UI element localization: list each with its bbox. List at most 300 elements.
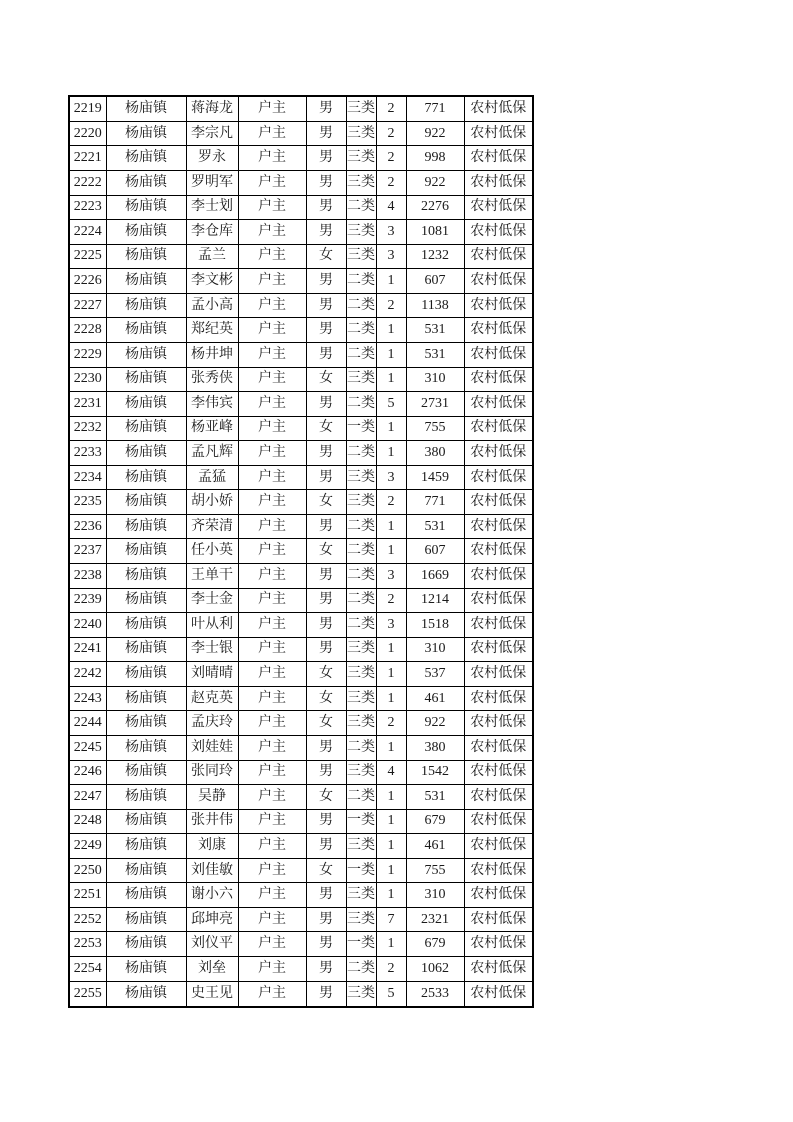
cell-town: 杨庙镇 (106, 907, 186, 932)
cell-gender: 男 (306, 269, 346, 294)
cell-town: 杨庙镇 (106, 564, 186, 589)
cell-town: 杨庙镇 (106, 809, 186, 834)
cell-row-id: 2240 (69, 613, 106, 638)
cell-name: 王单干 (186, 564, 238, 589)
cell-household-size: 3 (376, 613, 406, 638)
cell-category: 二类 (346, 514, 376, 539)
cell-household-size: 3 (376, 465, 406, 490)
cell-town: 杨庙镇 (106, 637, 186, 662)
cell-row-id: 2239 (69, 588, 106, 613)
table-row (69, 588, 533, 613)
table-row (69, 441, 533, 466)
table-row (69, 957, 533, 982)
table-row (69, 883, 533, 908)
cell-subsidy-type: 农村低保 (464, 686, 533, 711)
cell-household-size: 4 (376, 760, 406, 785)
cell-row-id: 2238 (69, 564, 106, 589)
cell-town: 杨庙镇 (106, 121, 186, 146)
cell-amount: 310 (406, 637, 464, 662)
cell-name: 蒋海龙 (186, 96, 238, 121)
cell-subsidy-type: 农村低保 (464, 367, 533, 392)
cell-category: 三类 (346, 244, 376, 269)
cell-subsidy-type: 农村低保 (464, 342, 533, 367)
cell-subsidy-type: 农村低保 (464, 146, 533, 171)
cell-subsidy-type: 农村低保 (464, 490, 533, 515)
cell-town: 杨庙镇 (106, 293, 186, 318)
table-row (69, 686, 533, 711)
cell-town: 杨庙镇 (106, 932, 186, 957)
cell-row-id: 2233 (69, 441, 106, 466)
cell-gender: 女 (306, 367, 346, 392)
cell-name: 李士金 (186, 588, 238, 613)
cell-amount: 1542 (406, 760, 464, 785)
cell-row-id: 2244 (69, 711, 106, 736)
cell-town: 杨庙镇 (106, 269, 186, 294)
cell-amount: 755 (406, 416, 464, 441)
cell-row-id: 2219 (69, 96, 106, 121)
cell-row-id: 2243 (69, 686, 106, 711)
cell-subsidy-type: 农村低保 (464, 293, 533, 318)
cell-relation: 户主 (238, 96, 306, 121)
cell-gender: 男 (306, 834, 346, 859)
cell-amount: 1138 (406, 293, 464, 318)
cell-name: 罗永 (186, 146, 238, 171)
cell-subsidy-type: 农村低保 (464, 711, 533, 736)
cell-row-id: 2224 (69, 220, 106, 245)
cell-name: 叶从利 (186, 613, 238, 638)
cell-town: 杨庙镇 (106, 441, 186, 466)
table-row (69, 613, 533, 638)
cell-subsidy-type: 农村低保 (464, 588, 533, 613)
cell-amount: 531 (406, 342, 464, 367)
cell-name: 谢小六 (186, 883, 238, 908)
table-row (69, 146, 533, 171)
cell-town: 杨庙镇 (106, 686, 186, 711)
cell-amount: 461 (406, 686, 464, 711)
cell-household-size: 1 (376, 834, 406, 859)
cell-subsidy-type: 农村低保 (464, 613, 533, 638)
cell-town: 杨庙镇 (106, 220, 186, 245)
cell-subsidy-type: 农村低保 (464, 416, 533, 441)
cell-gender: 男 (306, 735, 346, 760)
cell-relation: 户主 (238, 981, 306, 1007)
cell-town: 杨庙镇 (106, 514, 186, 539)
cell-gender: 男 (306, 195, 346, 220)
cell-amount: 1518 (406, 613, 464, 638)
cell-subsidy-type: 农村低保 (464, 637, 533, 662)
table-row (69, 96, 533, 121)
cell-relation: 户主 (238, 293, 306, 318)
cell-gender: 男 (306, 171, 346, 196)
cell-relation: 户主 (238, 318, 306, 343)
cell-household-size: 1 (376, 735, 406, 760)
cell-household-size: 1 (376, 883, 406, 908)
cell-town: 杨庙镇 (106, 539, 186, 564)
cell-name: 吴静 (186, 785, 238, 810)
table-row (69, 735, 533, 760)
cell-subsidy-type: 农村低保 (464, 441, 533, 466)
cell-household-size: 1 (376, 367, 406, 392)
cell-town: 杨庙镇 (106, 858, 186, 883)
cell-category: 一类 (346, 932, 376, 957)
cell-category: 二类 (346, 318, 376, 343)
cell-relation: 户主 (238, 662, 306, 687)
cell-household-size: 2 (376, 121, 406, 146)
cell-household-size: 1 (376, 858, 406, 883)
cell-category: 二类 (346, 195, 376, 220)
cell-gender: 男 (306, 293, 346, 318)
cell-town: 杨庙镇 (106, 834, 186, 859)
cell-household-size: 1 (376, 686, 406, 711)
cell-row-id: 2255 (69, 981, 106, 1007)
cell-row-id: 2250 (69, 858, 106, 883)
cell-row-id: 2252 (69, 907, 106, 932)
cell-row-id: 2234 (69, 465, 106, 490)
table-row (69, 760, 533, 785)
cell-name: 刘晴晴 (186, 662, 238, 687)
cell-category: 三类 (346, 834, 376, 859)
table-row (69, 244, 533, 269)
cell-relation: 户主 (238, 809, 306, 834)
cell-name: 孟庆玲 (186, 711, 238, 736)
cell-relation: 户主 (238, 490, 306, 515)
cell-amount: 771 (406, 490, 464, 515)
cell-category: 一类 (346, 858, 376, 883)
cell-amount: 922 (406, 711, 464, 736)
cell-name: 邱坤亮 (186, 907, 238, 932)
cell-relation: 户主 (238, 441, 306, 466)
cell-gender: 男 (306, 514, 346, 539)
cell-household-size: 1 (376, 269, 406, 294)
table-row (69, 834, 533, 859)
cell-gender: 女 (306, 416, 346, 441)
cell-household-size: 1 (376, 416, 406, 441)
table-row (69, 465, 533, 490)
cell-subsidy-type: 农村低保 (464, 195, 533, 220)
cell-relation: 户主 (238, 735, 306, 760)
cell-relation: 户主 (238, 785, 306, 810)
cell-household-size: 1 (376, 932, 406, 957)
cell-gender: 男 (306, 220, 346, 245)
cell-relation: 户主 (238, 957, 306, 982)
cell-household-size: 3 (376, 564, 406, 589)
cell-household-size: 2 (376, 146, 406, 171)
cell-amount: 461 (406, 834, 464, 859)
cell-gender: 男 (306, 637, 346, 662)
table-row (69, 195, 533, 220)
cell-row-id: 2225 (69, 244, 106, 269)
cell-gender: 女 (306, 686, 346, 711)
cell-gender: 男 (306, 392, 346, 417)
table-row (69, 809, 533, 834)
cell-name: 李伟宾 (186, 392, 238, 417)
cell-subsidy-type: 农村低保 (464, 834, 533, 859)
cell-category: 二类 (346, 392, 376, 417)
cell-name: 李士划 (186, 195, 238, 220)
cell-name: 张井伟 (186, 809, 238, 834)
cell-category: 二类 (346, 539, 376, 564)
cell-row-id: 2228 (69, 318, 106, 343)
cell-name: 李文彬 (186, 269, 238, 294)
cell-category: 三类 (346, 662, 376, 687)
table-row (69, 785, 533, 810)
cell-category: 三类 (346, 686, 376, 711)
cell-gender: 男 (306, 342, 346, 367)
cell-relation: 户主 (238, 686, 306, 711)
cell-amount: 1062 (406, 957, 464, 982)
cell-gender: 男 (306, 564, 346, 589)
cell-amount: 531 (406, 785, 464, 810)
table-row (69, 907, 533, 932)
cell-row-id: 2246 (69, 760, 106, 785)
cell-name: 张同玲 (186, 760, 238, 785)
cell-town: 杨庙镇 (106, 957, 186, 982)
cell-category: 三类 (346, 146, 376, 171)
cell-row-id: 2230 (69, 367, 106, 392)
cell-name: 孟猛 (186, 465, 238, 490)
cell-category: 一类 (346, 809, 376, 834)
cell-row-id: 2221 (69, 146, 106, 171)
cell-gender: 女 (306, 490, 346, 515)
cell-category: 二类 (346, 588, 376, 613)
cell-amount: 1459 (406, 465, 464, 490)
cell-category: 二类 (346, 269, 376, 294)
cell-row-id: 2245 (69, 735, 106, 760)
cell-relation: 户主 (238, 760, 306, 785)
cell-row-id: 2227 (69, 293, 106, 318)
cell-household-size: 2 (376, 171, 406, 196)
cell-amount: 607 (406, 269, 464, 294)
cell-gender: 男 (306, 318, 346, 343)
cell-category: 二类 (346, 785, 376, 810)
cell-category: 三类 (346, 907, 376, 932)
table-row (69, 662, 533, 687)
cell-amount: 2276 (406, 195, 464, 220)
cell-town: 杨庙镇 (106, 760, 186, 785)
cell-subsidy-type: 农村低保 (464, 662, 533, 687)
cell-relation: 户主 (238, 465, 306, 490)
cell-amount: 380 (406, 735, 464, 760)
cell-row-id: 2222 (69, 171, 106, 196)
cell-row-id: 2253 (69, 932, 106, 957)
cell-household-size: 1 (376, 662, 406, 687)
cell-subsidy-type: 农村低保 (464, 244, 533, 269)
table-row (69, 171, 533, 196)
cell-relation: 户主 (238, 613, 306, 638)
cell-town: 杨庙镇 (106, 392, 186, 417)
cell-gender: 女 (306, 785, 346, 810)
cell-row-id: 2236 (69, 514, 106, 539)
cell-amount: 310 (406, 367, 464, 392)
cell-town: 杨庙镇 (106, 588, 186, 613)
cell-amount: 2731 (406, 392, 464, 417)
cell-relation: 户主 (238, 637, 306, 662)
cell-gender: 男 (306, 441, 346, 466)
cell-amount: 998 (406, 146, 464, 171)
cell-subsidy-type: 农村低保 (464, 392, 533, 417)
cell-household-size: 1 (376, 809, 406, 834)
cell-subsidy-type: 农村低保 (464, 785, 533, 810)
cell-name: 杨井坤 (186, 342, 238, 367)
cell-household-size: 7 (376, 907, 406, 932)
cell-subsidy-type: 农村低保 (464, 465, 533, 490)
cell-household-size: 1 (376, 539, 406, 564)
cell-gender: 女 (306, 244, 346, 269)
cell-relation: 户主 (238, 907, 306, 932)
cell-name: 刘仪平 (186, 932, 238, 957)
cell-relation: 户主 (238, 858, 306, 883)
cell-row-id: 2232 (69, 416, 106, 441)
cell-gender: 男 (306, 121, 346, 146)
cell-name: 孟兰 (186, 244, 238, 269)
cell-household-size: 2 (376, 490, 406, 515)
cell-town: 杨庙镇 (106, 195, 186, 220)
cell-name: 张秀侠 (186, 367, 238, 392)
cell-category: 二类 (346, 735, 376, 760)
cell-household-size: 5 (376, 392, 406, 417)
cell-subsidy-type: 农村低保 (464, 981, 533, 1007)
cell-category: 三类 (346, 465, 376, 490)
cell-category: 三类 (346, 121, 376, 146)
cell-gender: 女 (306, 539, 346, 564)
cell-town: 杨庙镇 (106, 146, 186, 171)
cell-name: 孟凡辉 (186, 441, 238, 466)
cell-gender: 男 (306, 465, 346, 490)
cell-row-id: 2241 (69, 637, 106, 662)
cell-category: 三类 (346, 220, 376, 245)
cell-gender: 男 (306, 146, 346, 171)
cell-category: 三类 (346, 981, 376, 1007)
cell-gender: 男 (306, 957, 346, 982)
cell-amount: 755 (406, 858, 464, 883)
cell-category: 三类 (346, 711, 376, 736)
cell-row-id: 2242 (69, 662, 106, 687)
cell-row-id: 2249 (69, 834, 106, 859)
cell-amount: 771 (406, 96, 464, 121)
cell-category: 二类 (346, 613, 376, 638)
cell-name: 孟小高 (186, 293, 238, 318)
cell-gender: 男 (306, 96, 346, 121)
cell-name: 赵克英 (186, 686, 238, 711)
cell-subsidy-type: 农村低保 (464, 735, 533, 760)
table-row (69, 121, 533, 146)
cell-category: 三类 (346, 637, 376, 662)
cell-amount: 922 (406, 121, 464, 146)
cell-relation: 户主 (238, 711, 306, 736)
cell-gender: 男 (306, 760, 346, 785)
cell-subsidy-type: 农村低保 (464, 318, 533, 343)
cell-town: 杨庙镇 (106, 613, 186, 638)
cell-category: 三类 (346, 760, 376, 785)
cell-category: 三类 (346, 883, 376, 908)
cell-town: 杨庙镇 (106, 711, 186, 736)
cell-relation: 户主 (238, 269, 306, 294)
cell-household-size: 1 (376, 318, 406, 343)
cell-category: 二类 (346, 293, 376, 318)
cell-gender: 男 (306, 907, 346, 932)
cell-gender: 男 (306, 809, 346, 834)
cell-category: 三类 (346, 367, 376, 392)
cell-town: 杨庙镇 (106, 883, 186, 908)
cell-row-id: 2251 (69, 883, 106, 908)
cell-category: 一类 (346, 416, 376, 441)
cell-category: 三类 (346, 490, 376, 515)
cell-amount: 679 (406, 932, 464, 957)
welfare-table (68, 95, 534, 1008)
cell-subsidy-type: 农村低保 (464, 957, 533, 982)
cell-name: 刘垒 (186, 957, 238, 982)
table-row (69, 490, 533, 515)
cell-town: 杨庙镇 (106, 367, 186, 392)
cell-town: 杨庙镇 (106, 318, 186, 343)
cell-name: 郑纪英 (186, 318, 238, 343)
cell-gender: 男 (306, 981, 346, 1007)
cell-amount: 1214 (406, 588, 464, 613)
cell-household-size: 3 (376, 244, 406, 269)
cell-relation: 户主 (238, 367, 306, 392)
cell-amount: 922 (406, 171, 464, 196)
cell-subsidy-type: 农村低保 (464, 809, 533, 834)
cell-relation: 户主 (238, 514, 306, 539)
cell-relation: 户主 (238, 220, 306, 245)
cell-relation: 户主 (238, 342, 306, 367)
cell-town: 杨庙镇 (106, 735, 186, 760)
cell-relation: 户主 (238, 392, 306, 417)
cell-town: 杨庙镇 (106, 981, 186, 1007)
cell-name: 刘佳敏 (186, 858, 238, 883)
table-row (69, 858, 533, 883)
cell-name: 史王见 (186, 981, 238, 1007)
cell-category: 二类 (346, 564, 376, 589)
cell-subsidy-type: 农村低保 (464, 96, 533, 121)
cell-subsidy-type: 农村低保 (464, 539, 533, 564)
cell-row-id: 2235 (69, 490, 106, 515)
cell-gender: 女 (306, 711, 346, 736)
cell-amount: 380 (406, 441, 464, 466)
cell-relation: 户主 (238, 121, 306, 146)
cell-subsidy-type: 农村低保 (464, 858, 533, 883)
cell-household-size: 2 (376, 957, 406, 982)
cell-row-id: 2220 (69, 121, 106, 146)
cell-relation: 户主 (238, 883, 306, 908)
table-row (69, 637, 533, 662)
cell-relation: 户主 (238, 588, 306, 613)
cell-category: 二类 (346, 441, 376, 466)
cell-relation: 户主 (238, 932, 306, 957)
cell-relation: 户主 (238, 834, 306, 859)
cell-relation: 户主 (238, 171, 306, 196)
cell-name: 齐荣清 (186, 514, 238, 539)
cell-town: 杨庙镇 (106, 785, 186, 810)
cell-household-size: 2 (376, 96, 406, 121)
table-row (69, 981, 533, 1007)
cell-category: 二类 (346, 957, 376, 982)
cell-relation: 户主 (238, 564, 306, 589)
table-row (69, 564, 533, 589)
cell-row-id: 2231 (69, 392, 106, 417)
table-row (69, 220, 533, 245)
cell-row-id: 2247 (69, 785, 106, 810)
cell-town: 杨庙镇 (106, 416, 186, 441)
cell-town: 杨庙镇 (106, 96, 186, 121)
cell-town: 杨庙镇 (106, 171, 186, 196)
cell-household-size: 2 (376, 293, 406, 318)
cell-household-size: 1 (376, 785, 406, 810)
cell-town: 杨庙镇 (106, 662, 186, 687)
cell-row-id: 2248 (69, 809, 106, 834)
cell-subsidy-type: 农村低保 (464, 564, 533, 589)
cell-amount: 607 (406, 539, 464, 564)
